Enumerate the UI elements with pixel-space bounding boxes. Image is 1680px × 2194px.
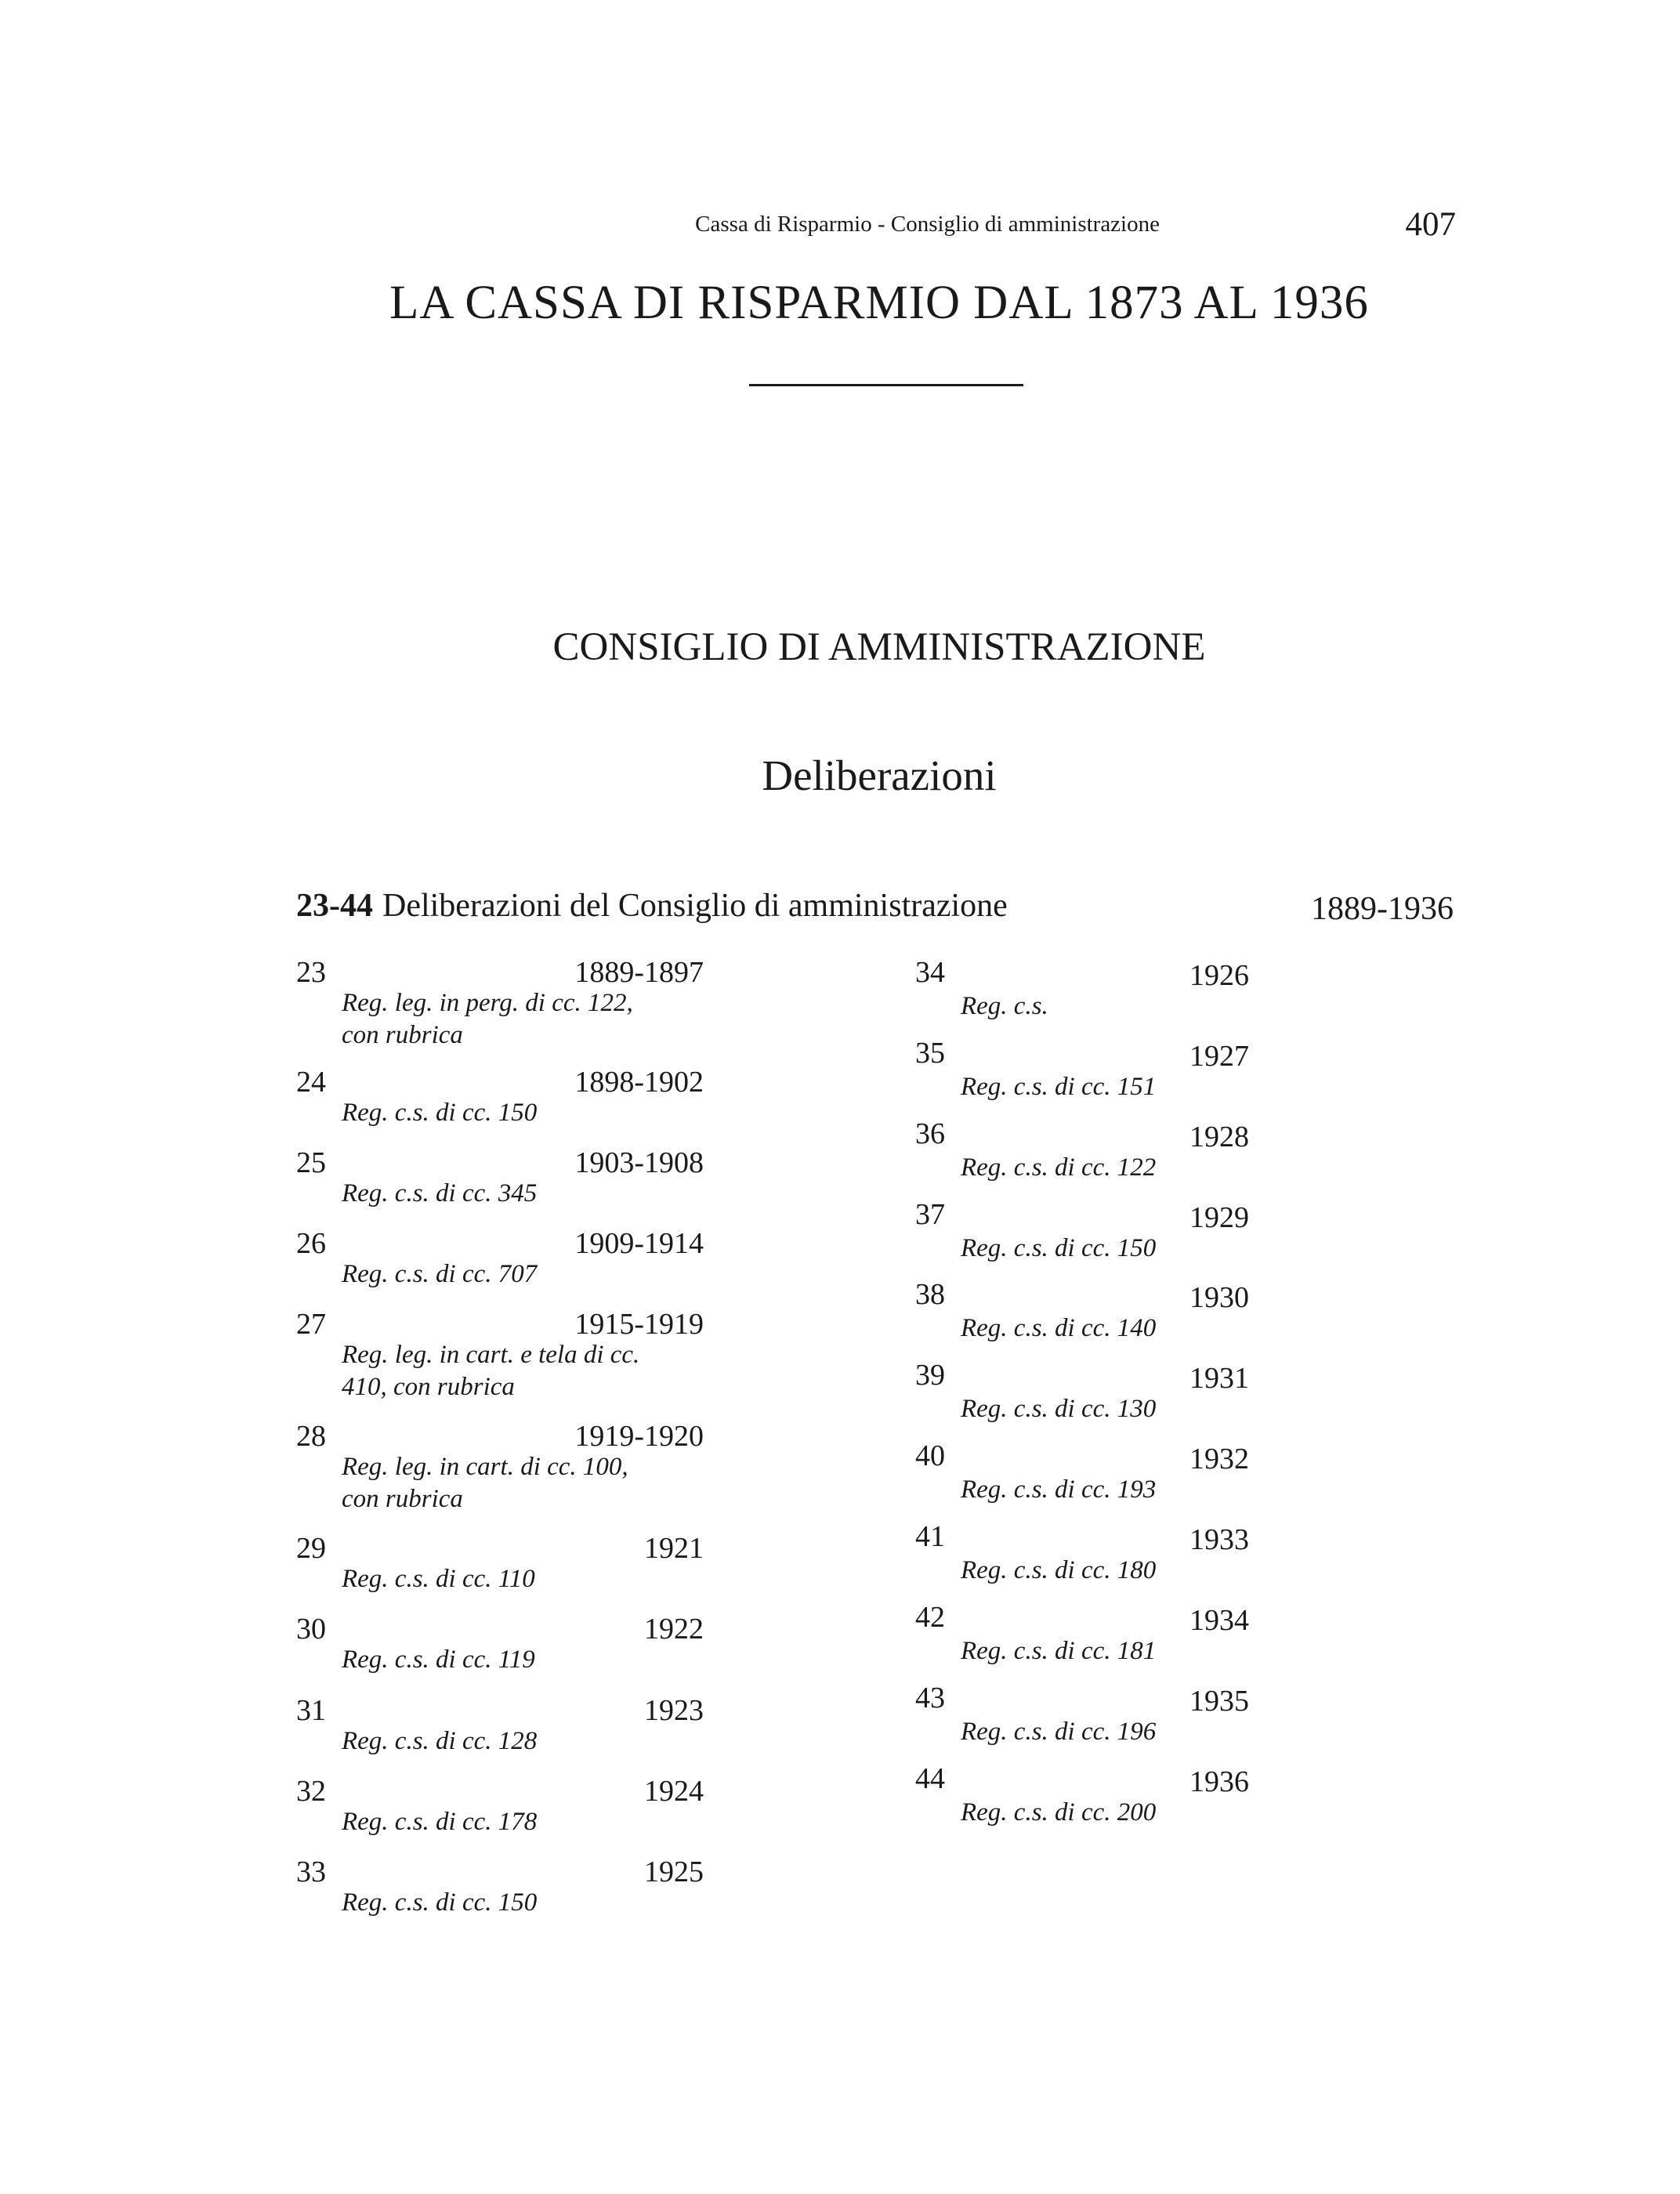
entry-number: 23	[296, 956, 326, 989]
page-number: 407	[1405, 206, 1456, 243]
description-line: con rubrica	[342, 1021, 463, 1049]
entry-description	[342, 1806, 537, 1838]
series-dates: 1889-1936	[1311, 891, 1454, 927]
description-line: Reg. c.s. di cc. 150	[961, 1234, 1157, 1262]
entry-number: 34	[915, 956, 945, 989]
subsection-title: Deliberazioni	[762, 751, 997, 799]
entry-date: 1909-1914	[574, 1227, 704, 1260]
entry-date: 1930	[1189, 1281, 1249, 1314]
entry-number: 40	[915, 1439, 945, 1472]
entry-description	[961, 1474, 1156, 1506]
main-title: LA CASSA DI RISPARMIO DAL 1873 AL 1936	[389, 277, 1369, 329]
entry-date: 1919-1920	[574, 1420, 704, 1453]
entry-date: 1922	[644, 1613, 704, 1646]
description-line: Reg. c.s. di cc. 181	[961, 1637, 1157, 1665]
description-line: Reg. c.s. di cc. 110	[342, 1565, 535, 1593]
entry-number: 41	[915, 1520, 945, 1553]
description-line: Reg. leg. in perg. di cc. 122,	[342, 989, 633, 1017]
entry-date: 1926	[1189, 959, 1249, 992]
entry-description	[342, 1339, 639, 1403]
description-line: Reg. c.s. di cc. 345	[342, 1179, 538, 1207]
description-line: Reg. c.s. di cc. 151	[961, 1073, 1157, 1101]
entry-description	[961, 1797, 1156, 1829]
entry-date: 1936	[1189, 1765, 1249, 1798]
entry-number: 36	[915, 1117, 945, 1150]
series-title: Deliberazioni del Consiglio di amministrazione	[382, 888, 1008, 924]
description-line: Reg. leg. in cart. di cc. 100,	[342, 1453, 628, 1481]
entry-description	[342, 987, 633, 1052]
entry-description	[342, 1258, 537, 1291]
description-line: Reg. c.s. di cc. 122	[961, 1153, 1157, 1182]
entry-description	[342, 1563, 535, 1595]
title-rule	[749, 384, 1023, 386]
description-line: Reg. c.s. di cc. 140	[961, 1314, 1157, 1342]
entry-date: 1921	[644, 1532, 704, 1565]
entry-date: 1931	[1189, 1362, 1249, 1395]
entry-description	[961, 1152, 1156, 1184]
entry-number: 38	[915, 1278, 945, 1311]
description-line: Reg. c.s. di cc. 200	[961, 1798, 1157, 1827]
entry-number: 33	[296, 1855, 326, 1888]
entry-description	[961, 1393, 1156, 1425]
section-title: CONSIGLIO DI AMMINISTRAZIONE	[552, 625, 1206, 669]
description-line: Reg. c.s.	[961, 992, 1048, 1020]
entry-number: 25	[296, 1146, 326, 1179]
entry-date: 1924	[644, 1775, 704, 1808]
description-line: 410, con rubrica	[342, 1373, 515, 1401]
entry-number: 28	[296, 1420, 326, 1453]
entry-number: 27	[296, 1308, 326, 1341]
entry-number: 24	[296, 1066, 326, 1099]
entry-description	[961, 1071, 1156, 1103]
running-header: Cassa di Risparmio - Consiglio di amministrazione	[695, 212, 1160, 237]
entry-description	[961, 1716, 1156, 1748]
entry-date: 1889-1897	[574, 956, 704, 989]
entry-number: 29	[296, 1532, 326, 1565]
entry-date: 1898-1902	[574, 1066, 704, 1099]
entry-description	[961, 990, 1048, 1023]
entry-date: 1934	[1189, 1604, 1249, 1637]
description-line: Reg. c.s. di cc. 196	[961, 1718, 1157, 1746]
entry-number: 26	[296, 1227, 326, 1260]
description-line: Reg. c.s. di cc. 130	[961, 1395, 1157, 1423]
entry-number: 32	[296, 1775, 326, 1808]
entry-date: 1935	[1189, 1685, 1249, 1718]
description-line: Reg. leg. in cart. e tela di cc.	[342, 1341, 640, 1369]
entry-description	[961, 1233, 1156, 1265]
entry-description	[342, 1725, 537, 1758]
entry-date: 1933	[1189, 1523, 1249, 1556]
entry-description	[961, 1312, 1156, 1345]
description-line: Reg. c.s. di cc. 178	[342, 1808, 538, 1836]
series-range: 23-44	[296, 888, 373, 924]
description-line: Reg. c.s. di cc. 180	[961, 1556, 1157, 1584]
entry-description	[342, 1451, 628, 1515]
entry-date: 1929	[1189, 1201, 1249, 1234]
entry-number: 42	[915, 1601, 945, 1634]
entry-description	[342, 1097, 537, 1129]
description-line: Reg. c.s. di cc. 150	[342, 1099, 538, 1127]
entry-date: 1903-1908	[574, 1146, 704, 1179]
entry-description	[961, 1555, 1156, 1587]
entry-date: 1927	[1189, 1040, 1249, 1073]
entry-number: 35	[915, 1037, 945, 1070]
entry-number: 43	[915, 1682, 945, 1714]
entry-number: 39	[915, 1359, 945, 1392]
entry-date: 1923	[644, 1694, 704, 1727]
entry-description	[342, 1644, 535, 1676]
entry-description	[342, 1178, 537, 1210]
entry-date: 1915-1919	[574, 1308, 704, 1341]
entry-description	[342, 1887, 537, 1919]
entry-number: 37	[915, 1198, 945, 1231]
entry-date: 1928	[1189, 1121, 1249, 1153]
entry-date: 1925	[644, 1855, 704, 1888]
description-line: Reg. c.s. di cc. 193	[961, 1475, 1157, 1504]
entry-number: 31	[296, 1694, 326, 1727]
description-line: Reg. c.s. di cc. 150	[342, 1888, 538, 1917]
entry-number: 44	[915, 1762, 945, 1795]
entry-number: 30	[296, 1613, 326, 1646]
description-line: Reg. c.s. di cc. 119	[342, 1646, 535, 1674]
description-line: Reg. c.s. di cc. 707	[342, 1260, 538, 1288]
entry-description	[961, 1635, 1156, 1667]
description-line: con rubrica	[342, 1485, 463, 1513]
description-line: Reg. c.s. di cc. 128	[342, 1727, 538, 1755]
entry-date: 1932	[1189, 1443, 1249, 1475]
